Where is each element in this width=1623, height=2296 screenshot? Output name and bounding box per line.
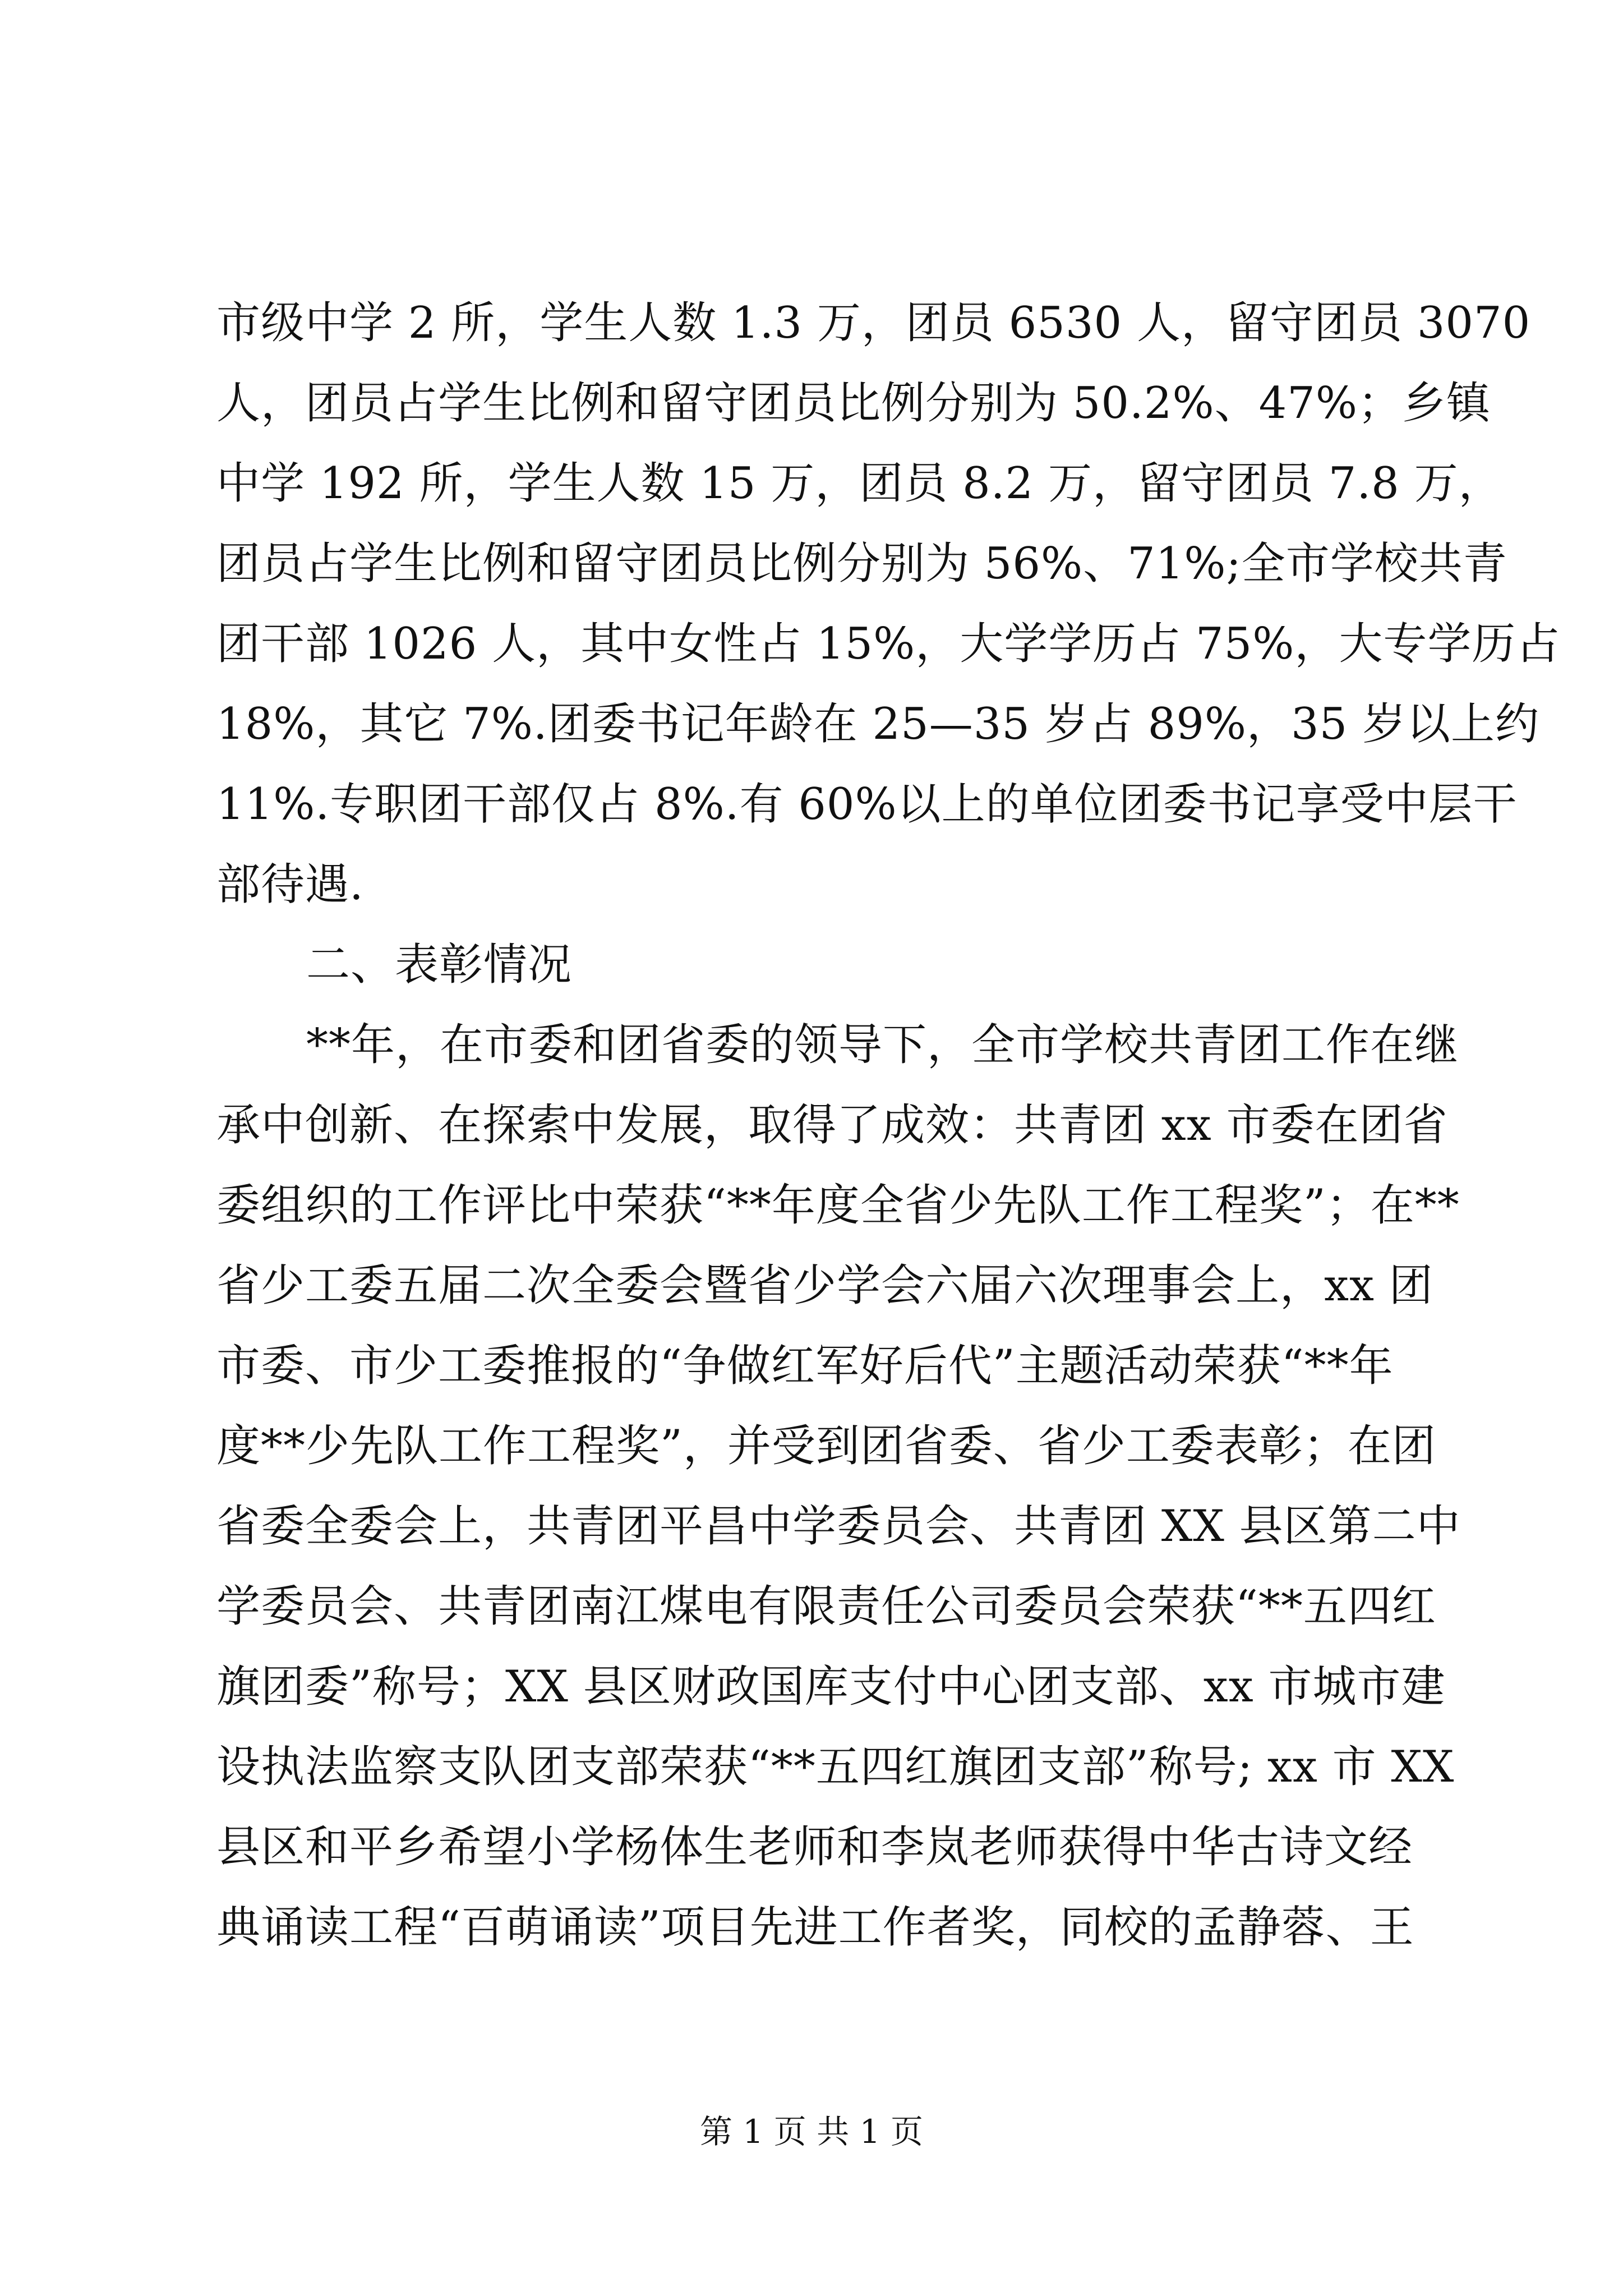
text-line-21: 典诵读工程“百萌诵读”项目先进工作者奖，同校的孟静蓉、王 <box>216 1902 1414 1953</box>
text-line-11: 承中创新、在探索中发展，取得了成效：共青团 xx 市委在团省 <box>216 1100 1448 1151</box>
text-line-7: 11%.专职团干部仅占 8%.有 60%以上的单位团委书记享受中层干 <box>216 779 1518 830</box>
text-line-12: 委组织的工作评比中荣获“**年度全省少先队工作工程奖”；在** <box>216 1180 1460 1231</box>
text-line-2: 人，团员占学生比例和留守团员比例分别为 50.2%、47%；乡镇 <box>216 378 1491 429</box>
text-line-19: 设执法监察支队团支部荣获“**五四红旗团支部”称号; xx 市 XX <box>216 1742 1455 1792</box>
text-line-18: 旗团委”称号；XX 县区财政国库支付中心团支部、xx 市城市建 <box>216 1662 1446 1712</box>
text-line-5: 团干部 1026 人，其中女性占 15%，大学学历占 75%，大专学历占 <box>216 619 1561 669</box>
text-line-1: 市级中学 2 所，学生人数 1.3 万，团员 6530 人，留守团员 3070 <box>216 298 1531 348</box>
text-line-8: 部待遇. <box>216 859 364 910</box>
text-line-14: 市委、市少工委推报的“争做红军好后代”主题活动荣获“**年 <box>216 1341 1394 1391</box>
text-line-3: 中学 192 所，学生人数 15 万，团员 8.2 万，留守团员 7.8 万， <box>216 458 1503 509</box>
text-line-20: 县区和平乡希望小学杨体生老师和李岚老师获得中华古诗文经 <box>216 1822 1413 1872</box>
text-line-6: 18%，其它 7%.团委书记年龄在 25—35 岁占 89%，35 岁以上约 <box>216 699 1539 749</box>
text-line-13: 省少工委五届二次全委会暨省少学会六届六次理事会上，xx 团 <box>216 1260 1433 1311</box>
text-line-15: 度**少先队工作工程奖”，并受到团省委、省少工委表彰；在团 <box>216 1421 1436 1471</box>
text-line-17: 学委员会、共青团南江煤电有限责任公司委员会荣获“**五四红 <box>216 1581 1436 1632</box>
section-heading: 二、表彰情况 <box>306 940 573 990</box>
document-body <box>216 283 1561 1968</box>
page-footer: 第 1 页 共 1 页 <box>700 2113 923 2151</box>
text-line-10: **年，在市委和团省委的领导下，全市学校共青团工作在继 <box>306 1020 1459 1070</box>
text-line-4: 团员占学生比例和留守团员比例分别为 56%、71%;全市学校共青 <box>216 539 1507 589</box>
text-line-16: 省委全委会上，共青团平昌中学委员会、共青团 XX 县区第二中 <box>216 1501 1461 1552</box>
